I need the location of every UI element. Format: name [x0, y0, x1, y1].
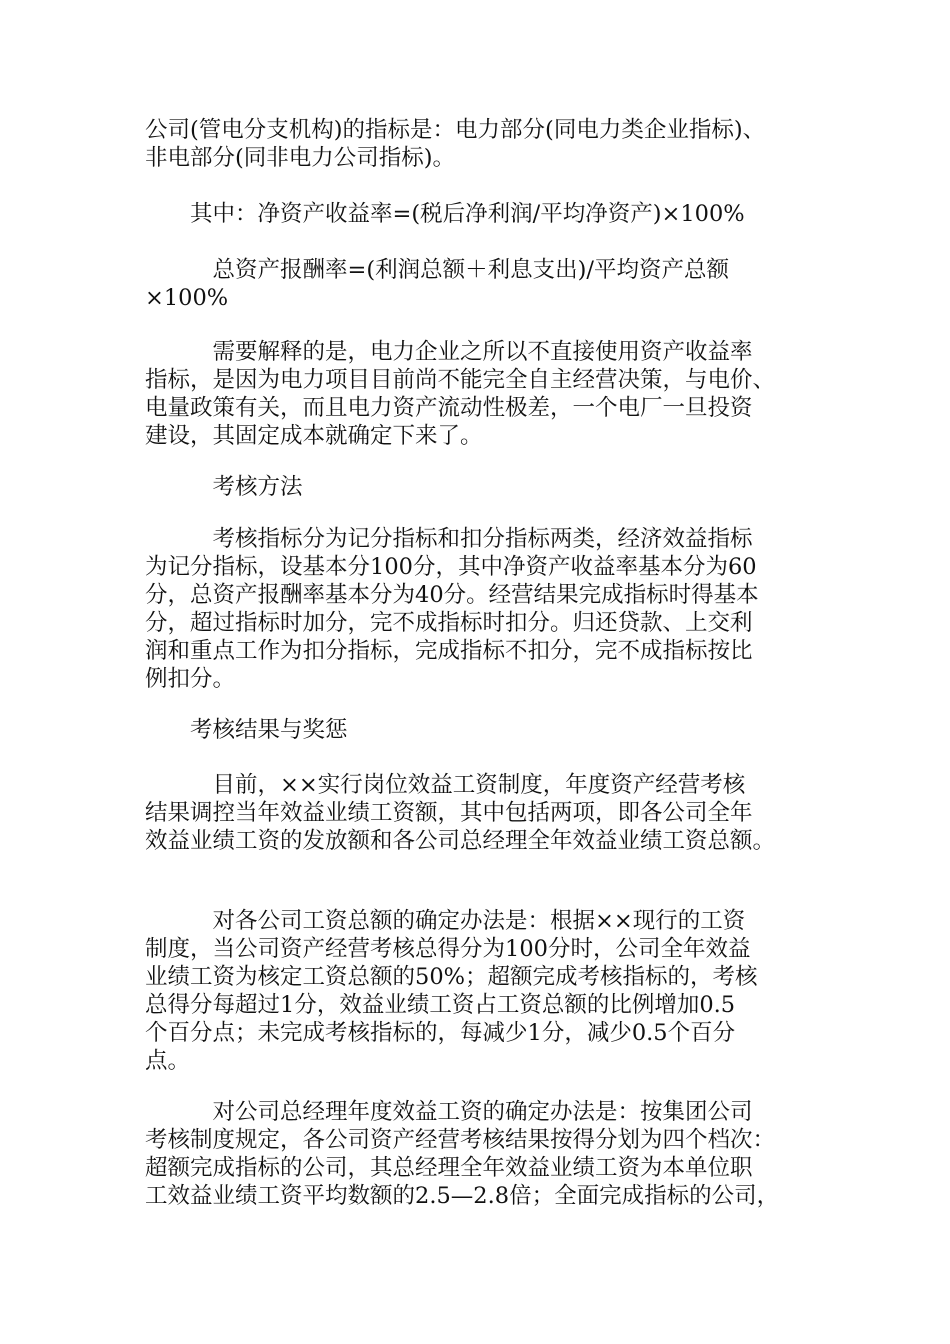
paragraph-1	[145, 116, 810, 172]
text-line: 工效益业绩工资平均数额的2.5—2.8倍；全面完成指标的公司，	[145, 1183, 780, 1209]
paragraph-8	[145, 1098, 810, 1210]
text-line: 考核制度规定，各公司资产经营考核结果按得分划为四个档次：	[145, 1127, 776, 1153]
text-line: 总资产报酬率=(利润总额＋利息支出)/平均资产总额	[145, 257, 729, 283]
text-line: 电量政策有关，而且电力资产流动性极差，一个电厂一旦投资	[145, 395, 753, 421]
paragraph-3	[145, 256, 810, 312]
text-line: 例扣分。	[145, 666, 236, 692]
text-line: 非电部分(同非电力公司指标)。	[145, 145, 456, 171]
text-line: 考核指标分为记分指标和扣分指标两类，经济效益指标	[145, 526, 753, 552]
text-line: 公司(管电分支机构)的指标是：电力部分(同电力类企业指标)、	[145, 117, 766, 143]
text-line: 制度，当公司资产经营考核总得分为100分时，公司全年效益	[145, 936, 751, 962]
text-line: 考核结果与奖惩	[145, 717, 348, 743]
text-line: 分，超过指标时加分，完不成指标时扣分。归还贷款、上交利	[145, 610, 753, 636]
section-heading-assessment-method	[145, 473, 810, 501]
text-line: 超额完成指标的公司，其总经理全年效益业绩工资为本单位职	[145, 1155, 753, 1181]
paragraph-5	[145, 525, 810, 693]
paragraph-4	[145, 338, 810, 450]
text-line: 个百分点；未完成考核指标的，每减少1分，减少0.5个百分	[145, 1020, 736, 1046]
text-line: 考核方法	[145, 474, 303, 500]
text-line: 分，总资产报酬率基本分为40分。经营结果完成指标时得基本	[145, 582, 759, 608]
text-line: 效益业绩工资的发放额和各公司总经理全年效益业绩工资总额。	[145, 828, 776, 854]
text-line: ×100%	[145, 285, 229, 311]
text-line: 其中：净资产收益率=(税后净利润/平均净资产)×100%	[145, 201, 745, 227]
paragraph-2	[145, 200, 810, 228]
text-line: 对公司总经理年度效益工资的确定办法是：按集团公司	[145, 1099, 753, 1125]
text-line: 为记分指标，设基本分100分，其中净资产收益率基本分为60	[145, 554, 757, 580]
text-line: 指标，是因为电力项目目前尚不能完全自主经营决策，与电价、	[145, 367, 776, 393]
text-line: 建设，其固定成本就确定下来了。	[145, 423, 483, 449]
text-line: 结果调控当年效益业绩工资额，其中包括两项，即各公司全年	[145, 800, 753, 826]
section-heading-results-rewards	[145, 716, 810, 744]
text-line: 润和重点工作为扣分指标，完成指标不扣分，完不成指标按比	[145, 638, 753, 664]
text-line: 总得分每超过1分，效益业绩工资占工资总额的比例增加0.5	[145, 992, 736, 1018]
text-line: 目前，××实行岗位效益工资制度，年度资产经营考核	[145, 772, 746, 798]
text-line: 业绩工资为核定工资总额的50%；超额完成考核指标的，考核	[145, 964, 758, 990]
text-line: 点。	[145, 1048, 191, 1074]
paragraph-7	[145, 907, 810, 1075]
paragraph-6	[145, 771, 810, 855]
text-line: 需要解释的是，电力企业之所以不直接使用资产收益率	[145, 339, 753, 365]
text-line: 对各公司工资总额的确定办法是：根据××现行的工资	[145, 908, 746, 934]
